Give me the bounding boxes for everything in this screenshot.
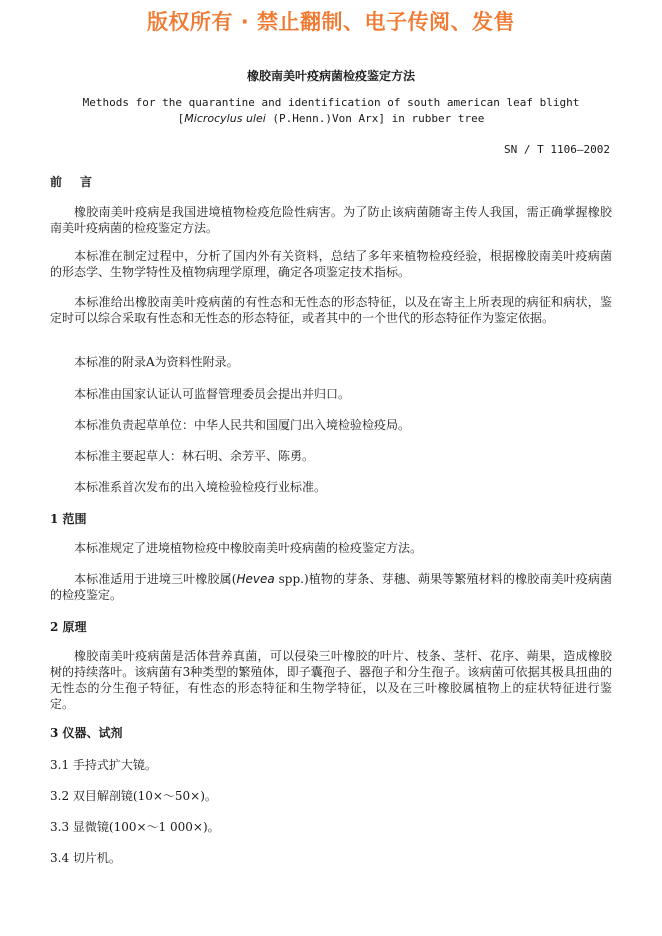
- hevea-latin-name: Hevea: [236, 572, 275, 586]
- section-1-p2-before: 本标准适用于进境三叶橡胶属(: [74, 572, 237, 586]
- section-3-item-4: 3.4 切片机。: [50, 851, 121, 865]
- section-1-paragraph-1: 本标准规定了进境植物检疫中橡胶南美叶疫病菌的检疫鉴定方法。: [74, 541, 423, 555]
- section-1-paragraph-2: [50, 571, 612, 603]
- foreword-paragraph-2: 本标准在制定过程中，分析了国内外有关资料，总结了多年来植物检疫经验，根据橡胶南美叶疫病菌的形态学、生物学特性及植物病理学原理，确定各项鉴定技术指标。: [50, 249, 612, 279]
- copyright-banner: 版权所有 · 禁止翻制、电子传阅、发售: [146, 10, 516, 34]
- section-1-p2-after: spp.)植物的芽条、芽穗、蒴果等繁殖材料的橡胶南美叶疫病菌的检疫鉴定。: [50, 572, 613, 602]
- bracket-open: [: [177, 112, 185, 125]
- standard-code: SN / T 1106—2002: [504, 143, 610, 156]
- document-title: 橡胶南美叶疫病菌检疫鉴定方法: [246, 69, 415, 83]
- section-1-heading: 1 范围: [50, 512, 87, 526]
- english-title-line1: Methods for the quarantine and identification of south american leaf blight: [82, 96, 580, 109]
- section-2-paragraph-1: 橡胶南美叶疫病菌是活体营养真菌，可以侵染三叶橡胶的叶片、枝条、茎杆、花序、蒴果，造成橡胶树的持续落叶。该病菌有3种类型的繁殖体，即子囊孢子、器孢子和分生孢子。该病菌可依据其极具扭曲的无性态的分生孢子特征，有性态的形态特征和生物学特征，以及在三叶橡胶属植物上的症状特征进行鉴定。: [50, 649, 612, 711]
- foreword-paragraph-3: 本标准给出橡胶南美叶疫病菌的有性态和无性态的形态特征，以及在寄主上所表现的病征和病状，鉴定时可以综合采取有性态和无性态的形态特征，或者其中的一个世代的形态特征作为鉴定依据。: [50, 295, 612, 325]
- english-title-line2: [0, 112, 662, 125]
- foreword-paragraph-6: 本标准负责起草单位：中华人民共和国厦门出入境检验检疫局。: [74, 418, 411, 432]
- section-3-heading: 3 仪器、试剂: [50, 726, 123, 740]
- section-3-item-2: 3.2 双目解剖镜(10×～50×)。: [50, 789, 217, 803]
- foreword-paragraph-5: 本标准由国家认证认可监督管理委员会提出并归口。: [74, 387, 351, 401]
- section-3-item-3: 3.3 显微镜(100×～1 000×)。: [50, 820, 220, 834]
- foreword-heading: 前言: [50, 175, 111, 189]
- section-2-heading: 2 原理: [50, 620, 87, 634]
- english-title-rest: (P.Henn.)Von Arx] in rubber tree: [265, 112, 485, 125]
- foreword-paragraph-7: 本标准主要起草人：林石明、余芳平、陈勇。: [74, 449, 315, 463]
- foreword-paragraph-8: 本标准系首次发布的出入境检验检疫行业标准。: [74, 480, 327, 494]
- section-3-item-1: 3.1 手持式扩大镜。: [50, 758, 157, 772]
- latin-name: Microcylus ulei: [184, 112, 266, 125]
- foreword-paragraph-1: 橡胶南美叶疫病是我国进境植物检疫危险性病害。为了防止该病菌随寄主传人我国，需正确掌握橡胶南美叶疫病菌的检疫鉴定方法。: [50, 205, 612, 235]
- foreword-paragraph-4: 本标准的附录A为资料性附录。: [74, 355, 239, 369]
